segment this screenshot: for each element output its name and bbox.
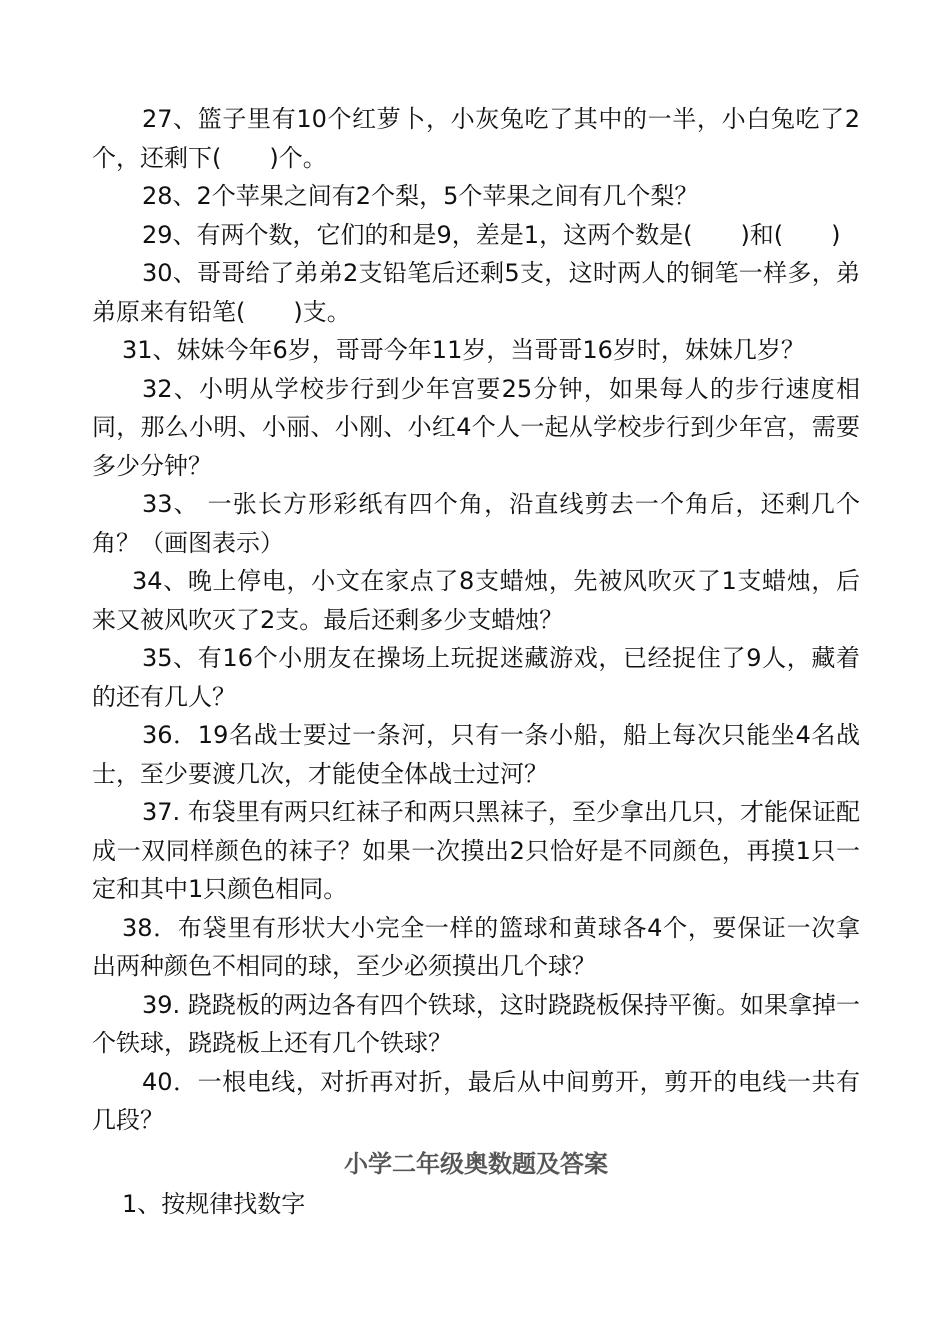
- question-29: 29、有两个数，它们的和是9，差是1，这两个数是( )和( ): [142, 220, 841, 249]
- question-35: 35、有16个小朋友在操场上玩捉迷藏游戏，已经捉住了9人，藏着的还有几人？: [92, 644, 860, 711]
- question-27: 27、篮子里有10个红萝卜，小灰兔吃了其中的一半，小白兔吃了2个，还剩下( )个。: [92, 105, 860, 172]
- question-30: 30、哥哥给了弟弟2支铅笔后还剩5支，这时两人的铜笔一样多，弟弟原来有铅笔( )支。: [92, 259, 860, 326]
- section-heading: 小学二年级奥数题及答案: [344, 1149, 608, 1178]
- question-28: 28、2个苹果之间有2个梨，5个苹果之间有几个梨？: [142, 182, 699, 210]
- question-38: 38．布袋里有形状大小完全一样的篮球和黄球各4个，要保证一次拿出两种颜色不相同的球，至少必须摸出几个球？: [92, 913, 860, 980]
- question-40: 40．一根电线，对折再对折，最后从中间剪开，剪开的电线一共有几段？: [92, 1067, 860, 1134]
- question-39: 39. 跷跷板的两边各有四个铁球，这时跷跷板保持平衡。如果拿掉一个铁球，跷跷板上还有几个铁球？: [92, 990, 860, 1057]
- question-31: 31、妹妹今年6岁，哥哥今年11岁，当哥哥16岁时，妹妹几岁？: [122, 336, 805, 364]
- document-body: [92, 100, 860, 1224]
- question-37: 37. 布袋里有两只红袜子和两只黑袜子，至少拿出几只，才能保证配成一双同样颜色的袜子？如果一次摸出2只恰好是不同颜色，再摸1只一定和其中1只颜色相同。: [92, 798, 860, 903]
- question-32: 32、小明从学校步行到少年宫要25分钟，如果每人的步行速度相同，那么小明、小丽、小刚、小红4个人一起从学校步行到少年宫，需要多少分钟？: [92, 374, 860, 480]
- subsection-title: 1、按规律找数字: [122, 1189, 306, 1218]
- question-33: 33、 一张长方形彩纸有四个角，沿直线剪去一个角后，还剩几个角？（画图表示）: [92, 490, 860, 557]
- question-34: 34、晚上停电，小文在家点了8支蜡烛，先被风吹灭了1支蜡烛，后来又被风吹灭了2支。最后还剩多少支蜡烛？: [92, 567, 860, 634]
- question-36: 36．19名战士要过一条河，只有一条小船，船上每次只能坐4名战士，至少要渡几次，才能使全体战士过河？: [92, 721, 860, 788]
